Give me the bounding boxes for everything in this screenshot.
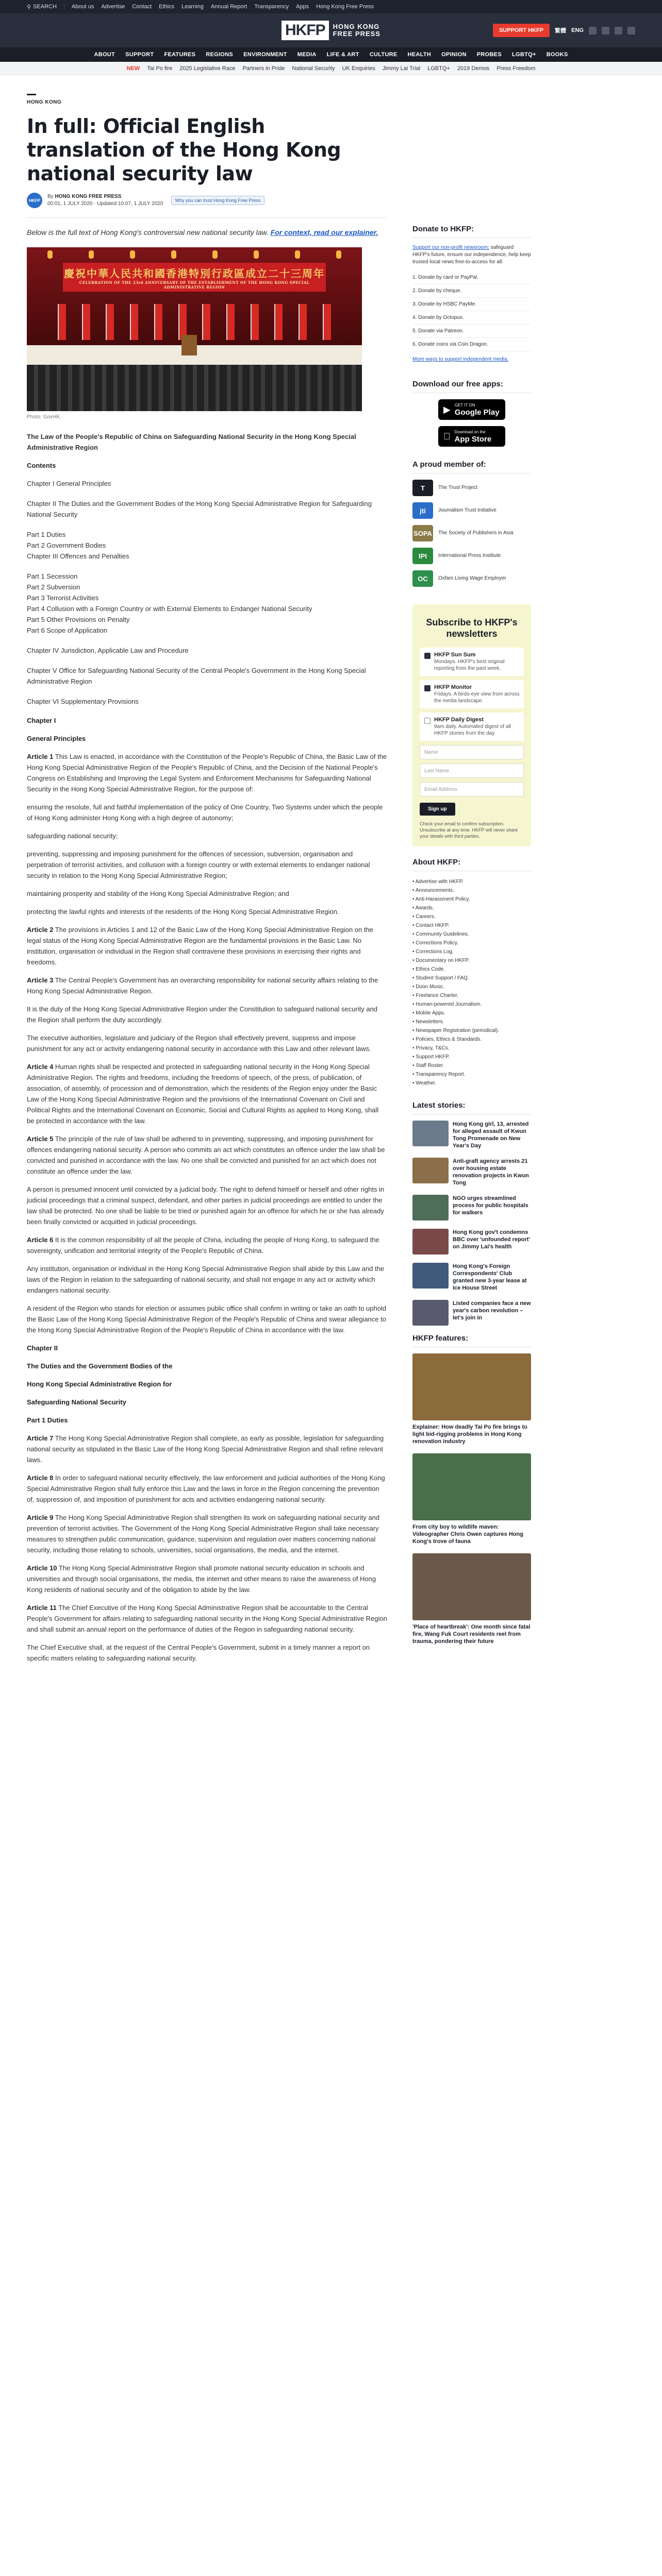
about-link[interactable]: • Human-powered Journalism. bbox=[412, 1002, 482, 1007]
story-thumbnail bbox=[412, 1195, 449, 1221]
hero-photo bbox=[27, 247, 362, 411]
story-title: Anti-graft agency arrests 21 over housing estate renovation projects in Kwun Tong bbox=[453, 1158, 529, 1186]
site-header bbox=[0, 13, 662, 47]
nav-life-art[interactable]: LIFE & ART bbox=[326, 52, 359, 58]
member-logo[interactable] bbox=[412, 570, 531, 587]
feature-stories bbox=[412, 1353, 531, 1645]
feature-image bbox=[412, 1453, 531, 1520]
donate-option[interactable]: 5. Donate via Patreon. bbox=[412, 325, 531, 338]
trending-bar bbox=[0, 62, 662, 75]
header-actions bbox=[380, 24, 635, 37]
flag bbox=[226, 304, 235, 340]
site-logo[interactable] bbox=[282, 21, 380, 40]
trending-link[interactable]: Tai Po fire bbox=[147, 65, 173, 72]
feature-item[interactable] bbox=[412, 1453, 531, 1545]
newsletter-option[interactable] bbox=[420, 680, 524, 708]
list-item[interactable] bbox=[412, 1121, 531, 1149]
toc-item: Chapter VI Supplementary Provisions bbox=[27, 698, 139, 705]
checkbox[interactable] bbox=[424, 685, 431, 691]
search-link[interactable]: ⚲ SEARCH bbox=[27, 4, 57, 10]
lantern bbox=[212, 250, 218, 259]
about-link[interactable]: • Awards. bbox=[412, 905, 434, 911]
donate-option[interactable]: 3. Donate by HSBC PayMe. bbox=[412, 298, 531, 311]
newsletter-options bbox=[420, 648, 524, 741]
newsletter-name: HKFP Daily Digest bbox=[434, 717, 484, 723]
latest-stories bbox=[412, 1121, 531, 1326]
avatar[interactable]: HKFP bbox=[27, 193, 42, 208]
newsletter-name: HKFP Monitor bbox=[434, 684, 472, 690]
checkbox[interactable] bbox=[424, 653, 431, 659]
member-name: Journalism Trust Initiative bbox=[438, 507, 496, 513]
app-store-button[interactable]: Download on the App Store bbox=[438, 426, 505, 447]
newsletter-desc: 9am daily. Automated digest of all HKFP stories from the day. bbox=[434, 724, 511, 736]
donate-intro-link[interactable]: Support our non-profit newsroom: bbox=[412, 245, 489, 250]
flag bbox=[82, 304, 90, 340]
about-link[interactable]: • Transparency Report. bbox=[412, 1072, 466, 1077]
toc-item: Chapter II The Duties and the Government Bodies of the Hong Kong Special Administrative Region for Safeguarding National Security bbox=[27, 500, 372, 518]
toc-item: Chapter V Office for Safeguarding National Security of the Central People's Government in the Hong Kong Special Administrative Region bbox=[27, 667, 366, 685]
twitter-icon[interactable] bbox=[602, 27, 609, 35]
part-heading: Part 1 Duties bbox=[27, 1416, 68, 1424]
toc-item: Part 2 Subversion bbox=[27, 583, 80, 591]
lantern bbox=[254, 250, 259, 259]
article-paragraph: ensuring the resolute, full and faithful implementation of the policy of One Country, Two Systems under which the people of Hong Kong administer Hong Kong with a high degree of autonomy; bbox=[27, 803, 383, 822]
member-logo[interactable] bbox=[412, 525, 531, 541]
about-links bbox=[412, 877, 531, 1088]
article-paragraph: Article 11 The Chief Executive of the Hong Kong Special Administrative Region shall be accountable to the Central People's Government for affairs relating to safeguarding national security in the Hong Kong Special Administrative Region and shall submit an annual report on the performance of duties of the Region in safeguarding national security. bbox=[27, 1604, 387, 1633]
google-play-button[interactable]: ▶ GET IT ON Google Play bbox=[438, 399, 505, 420]
flag bbox=[58, 304, 66, 340]
donate-option[interactable]: 1. Donate by card or PayPal. bbox=[412, 271, 531, 284]
article-paragraph: Article 2 The provisions in Articles 1 and 12 of the Basic Law of the Hong Kong Special Administrative Region on the legal status of the Hong Kong Special Administrative Region are the fundamental provisions in the Basic Law. No institution, organisation or individual in the Region shall contravene these provisions in exercising their rights and freedoms. bbox=[27, 926, 373, 966]
member-list bbox=[412, 480, 531, 587]
article-paragraph: preventing, suppressing and imposing punishment for the offences of secession, subversion, organisation and perpetration of terrorist activities, and collusion with a foreign country or with external elements to endanger national security in relation to the Hong Kong Special Administrative Region; bbox=[27, 850, 370, 879]
member-logo[interactable] bbox=[412, 480, 531, 496]
chapter-heading: Chapter II bbox=[27, 1344, 58, 1352]
toc-item: Chapter III Offences and Penalties bbox=[27, 552, 129, 560]
about-link[interactable]: • Anti-Harassment Policy. bbox=[412, 896, 470, 902]
standfirst: Below is the full text of Hong Kong's controversial new national security law. For context, read our explainer. bbox=[27, 217, 388, 238]
checkbox[interactable] bbox=[424, 718, 431, 724]
article-paragraph: The executive authorities, legislature and judiciary of the Region shall effectively prevent, suppress and impose punishment for any act or activity endangering national security in accordance with this Law and other relevant laws. bbox=[27, 1034, 371, 1053]
first-name-field[interactable]: Name bbox=[420, 745, 524, 759]
article-paragraph: The Chief Executive shall, at the request of the Central People's Government, submit in a timely manner a report on specific matters relating to safeguarding national security. bbox=[27, 1643, 370, 1662]
flag bbox=[274, 304, 283, 340]
feature-image bbox=[412, 1353, 531, 1420]
flag bbox=[106, 304, 114, 340]
member-logo[interactable] bbox=[412, 502, 531, 519]
nav-environment[interactable]: ENVIRONMENT bbox=[243, 52, 287, 58]
article-paragraph: Article 6 It is the common responsibility of all the people of China, including the people of Hong Kong, to safeguard the sovereignty, unification and territorial integrity of the People's Republic of China. bbox=[27, 1236, 379, 1255]
topbar-link-hkfp[interactable]: Hong Kong Free Press bbox=[316, 4, 374, 10]
topbar-link-advertise[interactable]: Advertise bbox=[101, 4, 125, 10]
flag bbox=[130, 304, 138, 340]
spacer bbox=[27, 687, 388, 696]
feature-title: From city boy to wildlife maven: Videographer Chris Owen captures Hong Kong's trove of fauna bbox=[412, 1524, 523, 1545]
spacer bbox=[27, 520, 388, 529]
nav-health[interactable]: HEALTH bbox=[407, 52, 432, 58]
toc-item: Chapter IV Jurisdiction, Applicable Law and Procedure bbox=[27, 647, 189, 654]
article-paragraph: A resident of the Region who stands for election or assumes public office shall confirm in writing or take an oath to uphold the Basic Law of the Hong Kong Special Administrative Region of the People's Republic of China and swear allegiance to the Hong Kong Special Administrative Region of the People's Republic of China in accordance with the law. bbox=[27, 1304, 387, 1334]
story-thumbnail bbox=[412, 1121, 449, 1146]
article-paragraph: Article 3 The Central People's Government has an overarching responsibility for national security affairs relating to the Hong Kong Special Administrative Region. bbox=[27, 976, 378, 995]
logo-wordmark: HONG KONG FREE PRESS bbox=[333, 23, 381, 38]
about-link[interactable]: • Documentary on HKFP. bbox=[412, 958, 470, 963]
nav-regions[interactable]: REGIONS bbox=[206, 52, 234, 58]
utility-bar bbox=[0, 0, 662, 13]
toc-item: Part 1 Secession bbox=[27, 572, 78, 580]
story-thumbnail bbox=[412, 1300, 449, 1326]
newsletter-option[interactable] bbox=[420, 713, 524, 741]
byline-text: By HONG KONG FREE PRESS 00:01, 1 JULY 2020 · Updated 10:07, 1 JULY 2020 bbox=[47, 194, 163, 207]
story-title: Hong Kong gov't condemns BBC over 'unfounded report' on Jimmy Lai's health bbox=[453, 1229, 531, 1250]
lantern bbox=[47, 250, 53, 259]
youtube-icon[interactable] bbox=[627, 27, 635, 35]
donate-list bbox=[412, 271, 531, 351]
trending-link[interactable]: LGBTQ+ bbox=[427, 65, 450, 72]
podium bbox=[181, 335, 197, 355]
nav-lgbtq[interactable]: LGBTQ+ bbox=[511, 52, 536, 58]
article-paragraph: Article 5 The principle of the rule of law shall be adhered to in preventing, suppressing, and imposing punishment for offences endangering national security. A person who commits an act which constitutes an offence under the law shall be convicted and punished in accordance with the law. No one shall be convicted and punished for an act which does not constitute an offence under the law. bbox=[27, 1135, 385, 1175]
dateline: 00:01, 1 JULY 2020 · Updated 10:07, 1 JULY 2020 bbox=[47, 201, 163, 207]
about-heading: About HKFP: bbox=[412, 858, 531, 871]
article-paragraph: Article 4 Human rights shall be respected and protected in safeguarding national security in the Hong Kong Special Administrative Region. The rights and freedoms, including the freedoms of speech, of the press, of publication, of association, of assembly, of procession and of demonstration, which the residents of the Region enjoy under the Basic Law of the Hong Kong Special Administrative Region and the provisions of the International Covenant on Civil and Political Rights and the International Covenant on Economic, Social and Cultural Rights as applied to Hong Kong, shall be protected in accordance with the law. bbox=[27, 1063, 379, 1125]
play-icon: ▶ bbox=[443, 404, 451, 415]
member-name: Oxfam Living Wage Employer bbox=[438, 575, 506, 581]
about-link[interactable]: • Announcements. bbox=[412, 888, 454, 893]
about-link[interactable]: • Student Support / FAQ. bbox=[412, 975, 469, 981]
story-thumbnail bbox=[412, 1158, 449, 1183]
explainer-link[interactable]: For context, read our explainer. bbox=[270, 228, 378, 236]
member-mark: IPI bbox=[412, 548, 433, 564]
newsletter-note: Check your email to confirm subscription. Unsubscribe at any time. HKFP will never share your details with third parties. bbox=[420, 821, 518, 839]
member-logo[interactable] bbox=[412, 548, 531, 564]
story-thumbnail bbox=[412, 1263, 449, 1289]
member-heading: A proud member of: bbox=[412, 460, 531, 473]
trending-link[interactable]: 2025 Legislative Race bbox=[179, 65, 236, 72]
list-item[interactable] bbox=[412, 1229, 531, 1255]
donate-option[interactable]: 6. Donate coins via Coin Dragon. bbox=[412, 338, 531, 351]
donate-option[interactable]: 4. Donate by Octopus. bbox=[412, 311, 531, 325]
topbar-link-learning[interactable]: Learning bbox=[181, 4, 204, 10]
member-name: International Press Institute bbox=[438, 553, 501, 558]
toc-item: Part 5 Other Provisions on Penalty bbox=[27, 616, 130, 623]
lantern bbox=[171, 250, 176, 259]
article-paragraph: protecting the lawful rights and interests of the residents of the Hong Kong Special Administrative Region. bbox=[27, 908, 339, 916]
page-body bbox=[0, 75, 662, 1671]
about-link[interactable]: • Mobile Apps. bbox=[412, 1010, 445, 1016]
flag bbox=[251, 304, 259, 340]
feature-item[interactable] bbox=[412, 1353, 531, 1445]
chapter-heading: Chapter I bbox=[27, 717, 56, 724]
about-link[interactable]: • Privacy, T&Cs. bbox=[412, 1045, 450, 1051]
topbar-link-ethics[interactable]: Ethics bbox=[159, 4, 175, 10]
article-paragraph: Article 8 In order to safeguard national security effectively, the law enforcement and judicial authorities of the Hong Kong Special Administrative Region shall fully enforce this Law and the laws in force in the Region concerning the prevention of, suppression of, and imposition of punishment for acts and activities endangering national security. bbox=[27, 1474, 385, 1503]
lantern bbox=[295, 250, 300, 259]
member-mark: SOPA bbox=[412, 525, 433, 541]
author-name[interactable]: HONG KONG FREE PRESS bbox=[55, 194, 122, 199]
byline bbox=[27, 193, 388, 208]
story-title: Hong Kong girl, 13, arrested for alleged assault of Kwun Tong Promenade on New Year's Day bbox=[453, 1121, 529, 1149]
apple-icon bbox=[443, 431, 451, 442]
divider bbox=[27, 94, 36, 95]
newsletter-desc: Fridays. A birds-eye view from across the media landscape. bbox=[434, 691, 520, 704]
donate-heading: Donate to HKFP: bbox=[412, 225, 531, 238]
topbar-link-about[interactable]: About us bbox=[71, 4, 94, 10]
sidebar bbox=[412, 75, 531, 1671]
lang-zh-link[interactable]: 繁體 bbox=[555, 28, 567, 34]
last-name-field[interactable]: Last Name bbox=[420, 764, 524, 778]
chapter-title: Safeguarding National Security bbox=[27, 1398, 126, 1406]
lanterns bbox=[47, 250, 341, 261]
chapter-title: General Principles bbox=[27, 735, 86, 742]
new-tag: NEW bbox=[126, 65, 140, 72]
contents-heading: Contents bbox=[27, 462, 56, 469]
member-name: The Society of Publishers in Asia bbox=[438, 530, 514, 536]
article-paragraph: maintaining prosperity and stability of the Hong Kong Special Administrative Region; and bbox=[27, 890, 289, 897]
law-title: The Law of the People's Republic of China on Safeguarding National Security in the Hong Kong Special Administrative Region bbox=[27, 433, 356, 451]
story-title: NGO urges streamlined process for public hospitals for walkers bbox=[453, 1195, 528, 1216]
page-title: In full: Official English translation of the Hong Kong national security law bbox=[27, 115, 341, 185]
article bbox=[27, 75, 388, 1671]
feature-image bbox=[412, 1553, 531, 1620]
about-link[interactable]: • Support HKFP. bbox=[412, 1054, 450, 1060]
spacer bbox=[27, 636, 388, 645]
spacer bbox=[27, 656, 388, 665]
member-mark: T bbox=[412, 480, 433, 496]
email-field[interactable]: Email Address bbox=[420, 782, 524, 796]
toc-item: Part 1 Duties bbox=[27, 531, 66, 538]
story-title: Hong Kong's Foreign Correspondents' Club granted new 3-year lease at Ice House Street bbox=[453, 1263, 527, 1291]
toc-item: Part 6 Scope of Application bbox=[27, 626, 108, 634]
nav-probes[interactable]: PROBES bbox=[476, 52, 502, 58]
trending-link[interactable]: National Security bbox=[292, 65, 335, 72]
nav-books[interactable]: BOOKS bbox=[546, 52, 568, 58]
signup-button[interactable]: Sign up bbox=[420, 803, 455, 816]
trending-link[interactable]: UK Enquiries bbox=[342, 65, 375, 72]
nav-culture[interactable]: CULTURE bbox=[369, 52, 398, 58]
newsletter-name: HKFP Sun Sum bbox=[434, 652, 476, 658]
about-link[interactable]: • Policies, Ethics & Standards. bbox=[412, 1037, 482, 1042]
donate-intro: Support our non-profit newsroom: safeguard HKFP's future, ensure our independence, help keep trusted local news free-to-access for all. bbox=[412, 245, 531, 265]
spacer bbox=[27, 489, 388, 498]
toc-item: Part 2 Government Bodies bbox=[27, 541, 106, 549]
spacer bbox=[27, 562, 388, 571]
apps-heading: Download our free apps: bbox=[412, 380, 531, 393]
trending-link[interactable]: Jimmy Lai Trial bbox=[382, 65, 421, 72]
member-mark: jti bbox=[412, 502, 433, 519]
feature-item[interactable] bbox=[412, 1553, 531, 1645]
lantern bbox=[89, 250, 94, 259]
list-item[interactable] bbox=[412, 1300, 531, 1326]
logo-mark: HKFP bbox=[282, 21, 329, 40]
flag bbox=[299, 304, 307, 340]
trending-link[interactable]: Partners in Pride bbox=[242, 65, 285, 72]
about-link[interactable]: • Ethics Code. bbox=[412, 967, 445, 972]
features-heading: HKFP features: bbox=[412, 1334, 531, 1347]
nav-opinion[interactable]: OPINION bbox=[441, 52, 467, 58]
about-link[interactable]: • Weather. bbox=[412, 1080, 437, 1086]
toc-item: Part 4 Collusion with a Foreign Country or with External Elements to Endanger National Security bbox=[27, 605, 312, 613]
trending-link[interactable]: 2019 Demos bbox=[457, 65, 490, 72]
facebook-icon[interactable] bbox=[589, 27, 597, 35]
story-title: Listed companies face a new year's carbon revolution – let's join in bbox=[453, 1300, 531, 1321]
newsletter-signup bbox=[412, 604, 531, 846]
lantern bbox=[336, 250, 341, 259]
lang-en-link[interactable]: ENG bbox=[571, 27, 584, 33]
search-icon: ⚲ bbox=[27, 4, 31, 10]
nav-support[interactable]: SUPPORT bbox=[125, 52, 154, 58]
support-button[interactable]: SUPPORT HKFP bbox=[493, 24, 550, 37]
list-item[interactable] bbox=[412, 1195, 531, 1221]
article-paragraph: A person is presumed innocent until convicted by a judicial body. The right to defend himself or herself and other rights in judicial proceedings that a criminal suspect, defendant, and other parties in judicial proceedings are entitled to under the law shall be protected. No one shall be liable to be tried or punished again for an offence for which he or she has already been finally convicted or acquitted in judicial proceedings. bbox=[27, 1185, 385, 1226]
donate-option[interactable]: 2. Donate by cheque. bbox=[412, 284, 531, 298]
chapter-title: The Duties and the Government Bodies of the bbox=[27, 1362, 173, 1370]
about-link[interactable]: • Corrections Policy. bbox=[412, 940, 458, 946]
about-link[interactable]: • Contact HKFP. bbox=[412, 923, 450, 928]
article-paragraph: Article 7 The Hong Kong Special Administrative Region shall complete, as early as possible, legislation for safeguarding national security as stipulated in the Basic Law of the Hong Kong Special Administrative Region and shall refine relevant laws. bbox=[27, 1434, 384, 1464]
toc-item: Chapter I General Principles bbox=[27, 480, 111, 487]
instagram-icon[interactable] bbox=[615, 27, 622, 35]
nav-media[interactable]: MEDIA bbox=[297, 52, 317, 58]
about-link[interactable]: • Newsletters. bbox=[412, 1019, 444, 1025]
about-link[interactable]: • Newspaper Registration (periodical). bbox=[412, 1028, 500, 1033]
topbar-link-apps[interactable]: Apps bbox=[296, 4, 309, 10]
article-paragraph: Article 10 The Hong Kong Special Administrative Region shall promote national security education in schools and universities and through social organisations, the media, the internet and other means to raise the awareness of Hong Kong residents of national security and of the obligation to abide by the law. bbox=[27, 1564, 376, 1594]
article-paragraph: It is the duty of the Hong Kong Special Administrative Region under the Constitution to safeguard national security and the Region shall perform the duty accordingly. bbox=[27, 1005, 378, 1024]
topbar-link-contact[interactable]: Contact bbox=[132, 4, 152, 10]
category-label[interactable]: HONG KONG bbox=[27, 99, 62, 105]
latest-heading: Latest stories: bbox=[412, 1101, 531, 1114]
about-link[interactable]: • Staff Roster. bbox=[412, 1063, 444, 1069]
newsletter-option[interactable] bbox=[420, 648, 524, 676]
flag bbox=[323, 304, 331, 340]
chapter-title: Hong Kong Special Administrative Region for bbox=[27, 1380, 172, 1388]
article-paragraph: Article 9 The Hong Kong Special Administrative Region shall strengthen its work on safeguarding national security and prevention of terrorist activities. The Government of the Hong Kong Special Administrative Region shall take necessary measures to strengthen public communication, guidance, supervision and regulation over matters concerning national security, including those relating to schools, universities, social organisations, the media, and the internet. bbox=[27, 1514, 380, 1554]
trending-link[interactable]: Press Freedom bbox=[496, 65, 536, 72]
more-ways-link[interactable]: More ways to support independent media. bbox=[412, 357, 509, 362]
topbar-link-transparency[interactable]: Transparency bbox=[254, 4, 289, 10]
feature-title: Explainer: How deadly Tai Po fire brings to light bid-rigging problems in Hong Kong renovation industry bbox=[412, 1424, 527, 1445]
story-thumbnail bbox=[412, 1229, 449, 1255]
about-link[interactable]: • Freelance Charter. bbox=[412, 993, 459, 998]
article-paragraph: Article 1 This Law is enacted, in accordance with the Constitution of the People's Republic of China, the Basic Law of the Hong Kong Special Administrative Region of the People's Republic of China, and the Decision of the National People's Congress on Establishing and Improving the Legal System and Enforcement Mechanisms for Safeguarding National Security in the Hong Kong Special Administrative Region, for the purpose of: bbox=[27, 753, 387, 793]
photo-credit: Photo: GovHK. bbox=[27, 414, 61, 420]
about-link[interactable]: • Corrections Log. bbox=[412, 949, 454, 955]
article-paragraph: safeguarding national security; bbox=[27, 832, 118, 840]
about-link[interactable]: • Community Guidelines. bbox=[412, 931, 469, 937]
lantern bbox=[130, 250, 135, 259]
flag bbox=[202, 304, 210, 340]
topbar-link-annual-report[interactable]: Annual Report bbox=[210, 4, 247, 10]
list-item[interactable] bbox=[412, 1263, 531, 1292]
about-link[interactable]: • Advertise with HKFP. bbox=[412, 879, 464, 885]
feature-title: 'Place of heartbreak': One month since fatal fire, Wang Fuk Court residents reel from trauma, pondering their future bbox=[412, 1624, 531, 1645]
article-paragraph: Any institution, organisation or individual in the Hong Kong Special Administrative Region shall abide by this Law and the laws of the Region in relation to the safeguarding of national security, and shall not engage in any act or activity which endangers national security. bbox=[27, 1265, 385, 1294]
table-of-contents bbox=[27, 478, 388, 707]
article-body bbox=[27, 431, 388, 1664]
toc-item: Part 3 Terrorist Activities bbox=[27, 594, 99, 602]
newsletter-desc: Mondays. HKFP's best original reporting from the past week. bbox=[434, 659, 505, 671]
ceremony-banner: 慶祝中華人民共和國香港特別行政區成立二十三周年 CELEBRATION OF THE 23rd ANNIVERSARY OF THE ESTABLISHMENT OF THE HONG KONG SPECIAL ADMINISTRATIVE REGION bbox=[63, 263, 326, 292]
trust-badge[interactable]: Why you can trust Hong Kong Free Press bbox=[171, 196, 264, 205]
about-link[interactable]: • Doon Music. bbox=[412, 984, 444, 990]
audience bbox=[27, 365, 362, 411]
about-link[interactable]: • Careers. bbox=[412, 914, 436, 920]
flag bbox=[154, 304, 162, 340]
main-nav bbox=[0, 47, 662, 62]
nav-about[interactable]: ABOUT bbox=[94, 52, 115, 58]
list-item[interactable] bbox=[412, 1158, 531, 1187]
newsletter-title: Subscribe to HKFP's newsletters bbox=[426, 617, 518, 639]
member-name: The Trust Project bbox=[438, 485, 478, 490]
nav-features[interactable]: FEATURES bbox=[164, 52, 196, 58]
member-mark: OC bbox=[412, 570, 433, 587]
